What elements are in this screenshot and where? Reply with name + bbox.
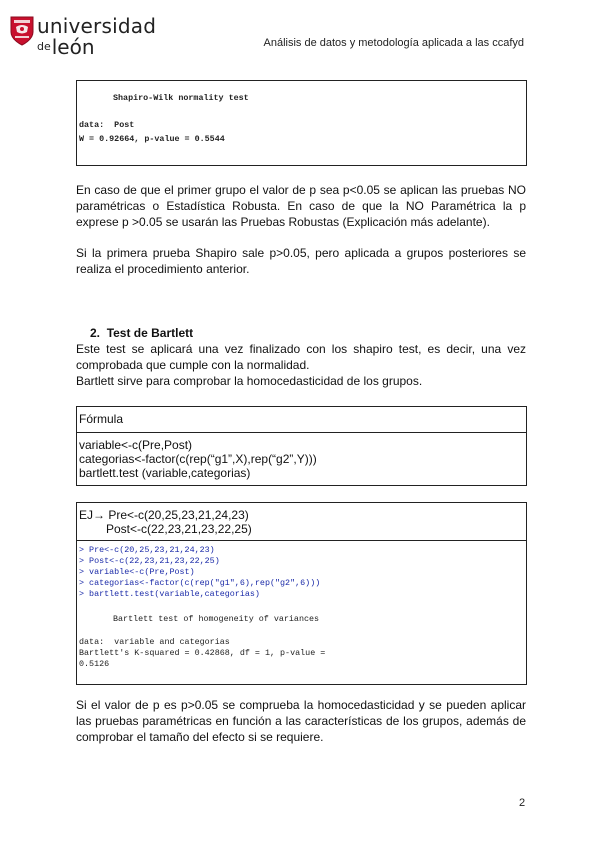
paragraph-bartlett-intro: Este test se aplicará una vez finalizado con los shapiro test, es decir, una vez comprobada que cumple con la normalidad. — [76, 342, 526, 372]
code-line-categorias: > categorias<-factor(c(rep("g1",6),rep("g2",6))) — [79, 578, 321, 588]
example-line-post: Post<-c(22,23,21,23,22,25) — [106, 522, 252, 536]
university-logo — [10, 14, 157, 64]
document-header-title: Análisis de datos y metodología aplicada a las ccafyd — [263, 37, 524, 49]
section-title: Test de Bartlett — [106, 326, 194, 340]
example-line-pre: EJ→ Pre<-c(20,25,23,21,24,23) — [79, 508, 249, 522]
logo-text-leon-word: león — [51, 35, 95, 59]
example-box — [76, 502, 527, 685]
coat-of-arms-icon — [10, 16, 34, 46]
paragraph-bartlett-purpose: Bartlett sirve para comprobar la homocedasticidad de los grupos. — [76, 374, 423, 388]
code-line-post: > Post<-c(22,23,21,23,22,25) — [79, 556, 220, 566]
bartlett-output-result: Bartlett's K-squared = 0.42868, df = 1, p-value = — [79, 648, 326, 658]
bartlett-output-data: data: variable and categorias — [79, 637, 230, 647]
page-number: 2 — [519, 797, 526, 809]
formula-box — [76, 406, 527, 486]
paragraph-nonparametric: En caso de que el primer grupo el valor de p sea p<0.05 se aplican las pruebas NO paramétricas o Estadística Robusta. En caso de que la NO Paramétrica la p exprese p >0.05 se usarán las Pruebas Robustas (Explicación más adelante). — [76, 183, 526, 229]
formula-label: Fórmula — [79, 412, 124, 426]
shapiro-result-line: W = 0.92664, p-value = 0.5544 — [79, 134, 225, 144]
code-line-bartlett: > bartlett.test(variable,categorias) — [79, 589, 260, 599]
example-divider — [77, 540, 526, 541]
page-header — [0, 0, 600, 64]
paragraph-shapiro-groups: Si la primera prueba Shapiro sale p>0.05, pero aplicada a grupos posteriores se realiza el procedimiento anterior. — [76, 246, 526, 276]
logo-text-de: de — [37, 40, 51, 53]
code-line-variable: > variable<-c(Pre,Post) — [79, 567, 195, 577]
logo-text-leon — [37, 36, 95, 62]
paragraph-conclusion: Si el valor de p es p>0.05 se comprueba la homocedasticidad y se pueden aplicar las pruebas paramétricas en función a las características de los grupos, además de comprobar el tamaño del efecto si se requiere. — [76, 698, 526, 744]
code-line-pre: > Pre<-c(20,25,23,21,24,23) — [79, 545, 215, 555]
bartlett-output-pvalue: 0.5126 — [79, 659, 110, 669]
section-heading — [90, 325, 193, 341]
formula-line-categorias: categorias<-factor(c(rep(“g1”,X),rep(“g2”,Y))) — [79, 452, 317, 466]
shapiro-output-box — [76, 80, 527, 166]
bartlett-output-title: Bartlett test of homogeneity of variances — [113, 614, 320, 624]
shapiro-title: Shapiro-Wilk normality test — [113, 93, 249, 103]
formula-line-bartlett: bartlett.test (variable,categorias) — [79, 466, 251, 480]
shapiro-data-line: data: Post — [79, 120, 135, 130]
logo-text-universidad: universidad — [37, 14, 157, 38]
formula-divider — [77, 432, 526, 433]
formula-line-variable: variable<-c(Pre,Post) — [79, 438, 193, 452]
section-number: 2. — [90, 326, 101, 340]
